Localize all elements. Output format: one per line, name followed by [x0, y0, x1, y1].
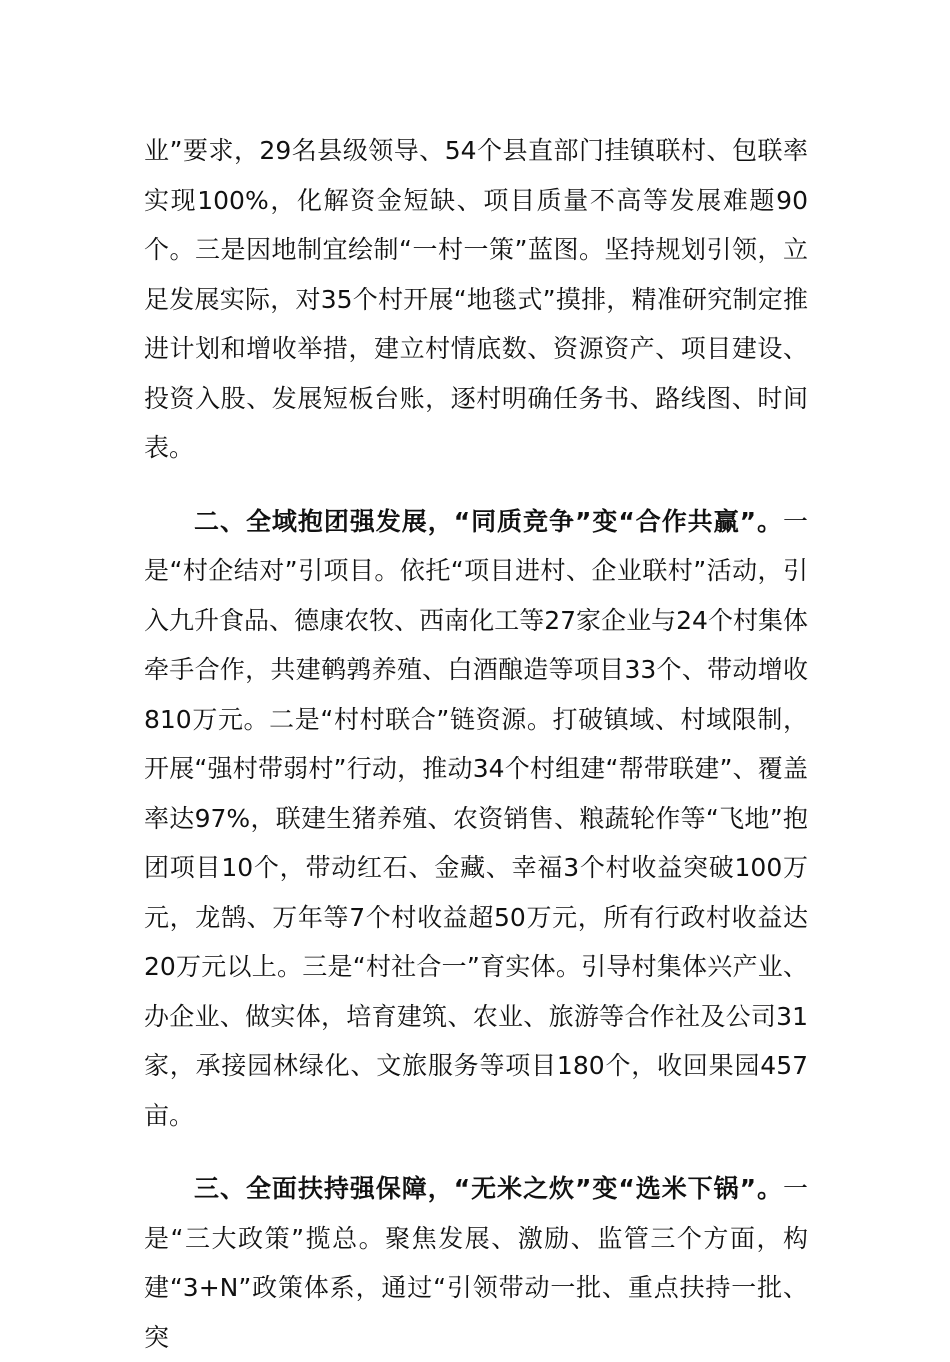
section-3-heading: 三、全面扶持强保障，“无米之炊”变“选米下锅”。	[194, 1174, 783, 1203]
paragraph-3-text: 一是“三大政策”揽总。聚焦发展、激励、监管三个方面，构建“3+N”政策体系，通过“引领带动一批、重点扶持一批、突	[144, 1174, 808, 1352]
paragraph-gap	[144, 473, 808, 497]
paragraph-3	[144, 1164, 808, 1362]
paragraph-1	[144, 126, 808, 473]
section-2-heading: 二、全域抱团强发展，“同质竞争”变“合作共赢”。	[194, 506, 783, 536]
paragraph-2-text: 一是“村企结对”引项目。依托“项目进村、企业联村”活动，引入九升食品、德康农牧、西南化工等27家企业与24个村集体牵手合作，共建鹌鹑养殖、白酒酿造等项目33个、带动增收810万元。二是“村村联合”链资源。打破镇域、村域限制，开展“强村带弱村”行动，推动34个村组建“帮带联建”、覆盖率达97%，联建生猪养殖、农资销售、粮蔬轮作等“飞地”抱团项目10个，带动红石、金藏、幸福3个村收益突破100万元，龙鹄、万年等7个村收益超50万元，所有行政村收益达20万元以上。三是“村社合一”育实体。引导村集体兴产业、办企业、做实体，培育建筑、农业、旅游等合作社及公司31家，承接园林绿化、文旅服务等项目180个，收回果园457亩。	[144, 506, 808, 1130]
paragraph-1-text: 业”要求，29名县级领导、54个县直部门挂镇联村、包联率实现100%，化解资金短缺、项目质量不高等发展难题90个。三是因地制宜绘制“一村一策”蓝图。坚持规划引领，立足发展实际，对35个村开展“地毯式”摸排，精准研究制定推进计划和增收举措，建立村情底数、资源资产、项目建设、投资入股、发展短板台账，逐村明确任务书、路线图、时间表。	[144, 136, 808, 462]
paragraph-2	[144, 497, 808, 1141]
document-page	[144, 126, 808, 1362]
paragraph-gap	[144, 1140, 808, 1164]
